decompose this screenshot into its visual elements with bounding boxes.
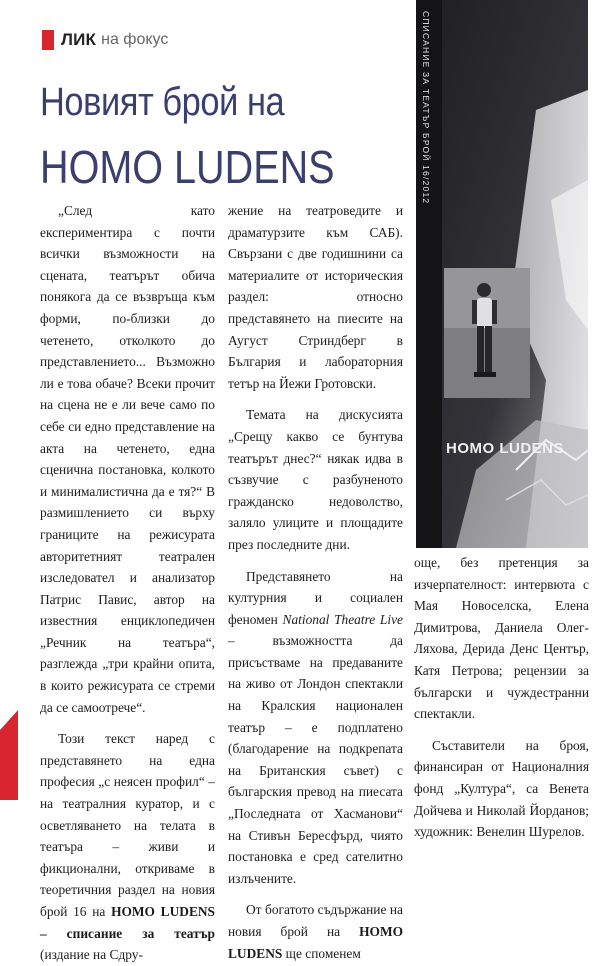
text-run: (издание на Сдру- (40, 947, 143, 963)
section-marker (42, 30, 54, 50)
paragraph: Темата на дискусията „Срещу какво се бунтува театърът днес?“ някак идва в съзвучие с разбуненото гражданско недоволство, заляло улиците и площадите през последните дни. (228, 407, 403, 552)
paragraph: жение на театроведите и драматурзите към САБ). Свързани с две годишнини са материалите от историческия раздел: относно представянето на пиесите на Аугуст Стриндберг в България и лабораторния тетър на Йежи Гротовски. (228, 203, 403, 391)
headline (40, 80, 382, 193)
text-run: ще споменем (282, 945, 361, 961)
cover-spine (416, 6, 442, 544)
text-run: Представянето на културния и социален феномен (228, 568, 403, 627)
paragraph: „След като експериментира с почти всички възможности на сцената, театърът обича понякога да се възвръща към форми, по-близки до четенето, отколкото до представлението... Възможно ли е това обаче? Всеки прочит на сцена не е ли вече само по себе си едно представление на акта на четенето, една сценична постановка, колкото и минималистична да е тя?“ В размишлението си върху границите на режисурата авторитетният театрален изследовател и анализатор Патрис Павис, автор на известния енциклопедичен „Речник на театъра“, разглежда „три крайни опита, в които режисурата се стреми да се самоотрече“. (40, 203, 215, 715)
section-label-bold: ЛИК (61, 30, 97, 49)
cover-spine-text: СПИСАНИЕ ЗА ТЕАТЪР БРОЙ 16/2012 (421, 11, 431, 205)
standing-figure (444, 268, 530, 398)
magazine-cover-image (416, 0, 588, 548)
program-name: National Theatre Live (282, 611, 403, 627)
text-run: Този текст наред с представянето на една професия „с неясен профил“ – на театралния куратор, и с осветляването на телата в театъра – живи и фикционални, откриваме в теоретичния раздел на новия брой 16 на (40, 731, 215, 919)
cover-photo (444, 268, 530, 398)
paragraph (228, 899, 403, 964)
paragraph (228, 566, 403, 890)
section-label-light: на фокус (101, 31, 169, 48)
text-run: – възможността да присъстваме на предаваните на живо от Лондон спектакли на Кралския национален театър – е подплатено (благодарение на подкрепата на Британския съвет) с българския превод на пиесата „Последната от Хасманови“ на Стивън Бересфърд, чиято постановка е сред сателитно излъчените. (228, 633, 403, 886)
section-label (42, 28, 168, 52)
article-column-2 (228, 200, 403, 961)
article-column-1 (40, 200, 215, 963)
headline-line2: HOMO LUDENS (40, 141, 335, 193)
article-column-3 (414, 552, 589, 840)
magazine-name: HOMO LUDENS (228, 924, 403, 961)
headline-line1: Новият брой на (40, 80, 285, 124)
text-run: От богатото съдържание на новия брой на (228, 902, 403, 939)
cover-title: HOMO LUDENS (446, 440, 564, 457)
red-corner-stripe (0, 710, 18, 800)
magazine-name: HOMO LUDENS – списание за театър (40, 904, 215, 941)
paragraph: още, без претенция за изчерпателност: интервюта с Мая Новоселска, Елена Димитрова, Даниела Олег-Ляхова, Дерида Денс Център, Катя Петрова; рецензии за български и чуждестранни спектакли. (414, 555, 589, 722)
paragraph (40, 728, 215, 966)
paragraph: Съставители на броя, финансиран от Националния фонд „Култура“, са Венета Дойчева и Николай Йорданов; художник: Венелин Шурелов. (414, 737, 589, 840)
